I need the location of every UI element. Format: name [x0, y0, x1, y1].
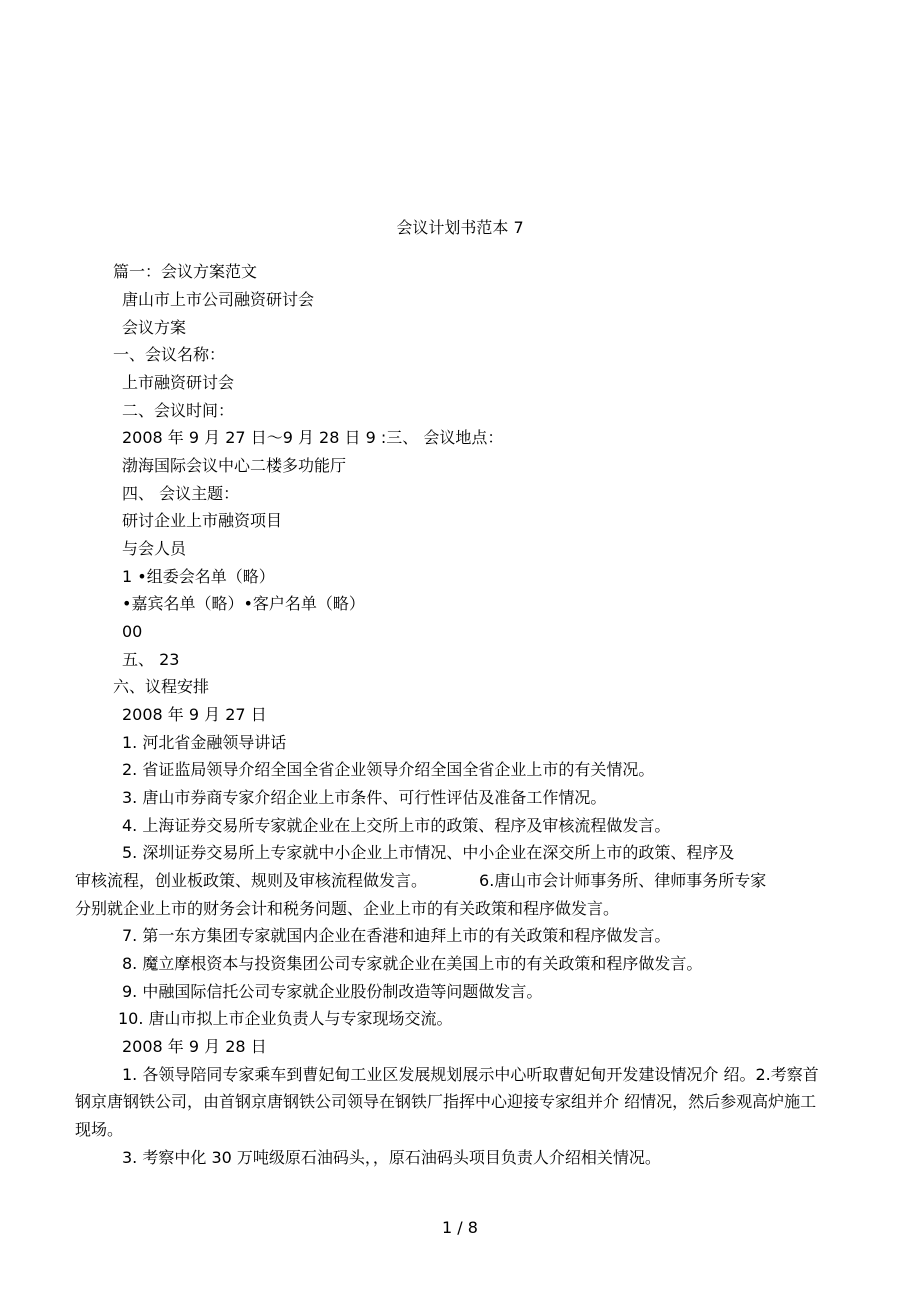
page-number: 1 / 8 [442, 1218, 478, 1237]
text-line: 1 •组委会名单（略） [122, 567, 275, 586]
list-item: 4. 上海证券交易所专家就企业在上交所上市的政策、程序及审核流程做发言。 [122, 816, 671, 835]
list-item-continuation: 现场。 [75, 1120, 124, 1139]
text-line: 上市融资研讨会 [122, 373, 235, 392]
text-line: 二、会议时间： [122, 401, 235, 420]
list-item: 3. 考察中化 30 万吨级原石油码头，，原石油码头项目负责人介绍相关情况。 [122, 1148, 661, 1167]
text-line: 2008 年 9 月 27 日 [122, 705, 267, 724]
text-line: 与会人员 [122, 539, 187, 558]
text-line: 一、会议名称： [113, 345, 226, 364]
list-item: 2. 省证监局领导介绍全国全省企业领导介绍全国全省企业上市的有关情况。 [122, 760, 655, 779]
list-item: 3. 唐山市券商专家介绍企业上市条件、可行性评估及准备工作情况。 [122, 788, 607, 807]
text-line: 渤海国际会议中心二楼多功能厅 [122, 456, 347, 475]
list-item-continuation: 分别就企业上市的财务会计和税务问题、企业上市的有关政策和程序做发言。 [75, 899, 620, 918]
text-line: 2008 年 9 月 27 日〜9 月 28 日 9 :三、 会议地点： [122, 428, 504, 447]
document-title: 会议计划书范本 7 [396, 218, 524, 237]
list-item: 1. 河北省金融领导讲话 [122, 733, 287, 752]
text-line: 篇一：会议方案范文 [113, 262, 258, 281]
text-line: 六、议程安排 [113, 677, 210, 696]
text-line: 四、 会议主题： [122, 484, 240, 503]
list-item: 5. 深圳证券交易所上专家就中小企业上市情况、中小企业在深交所上市的政策、程序及 [122, 843, 735, 862]
list-item: 7. 第一东方集团专家就国内企业在香港和迪拜上市的有关政策和程序做发言。 [122, 926, 671, 945]
text-line: 五、 23 [122, 650, 180, 669]
text-line: 会议方案 [122, 318, 187, 337]
text-line: •嘉宾名单（略）•客户名单（略） [122, 594, 365, 613]
list-item-continuation [75, 869, 766, 893]
text-line: 唐山市上市公司融资研讨会 [122, 290, 315, 309]
list-item: 9. 中融国际信托公司专家就企业股份制改造等问题做发言。 [122, 982, 543, 1001]
text-span: 6.唐山市会计师事务所、律师事务所专家 [479, 871, 767, 890]
list-item: 10. 唐山市拟上市企业负责人与专家现场交流。 [118, 1009, 453, 1028]
text-line: 2008 年 9 月 28 日 [122, 1037, 267, 1056]
list-item-continuation: 钢京唐钢铁公司，由首钢京唐钢铁公司领导在钢铁厂指挥中心迎接专家组并介 绍情况，然后参观高炉施工 [75, 1092, 817, 1111]
text-span: 审核流程，创业板政策、规则及审核流程做发言。 [75, 871, 428, 890]
list-item: 8. 魔立摩根资本与投资集团公司专家就企业在美国上市的有关政策和程序做发言。 [122, 954, 703, 973]
list-item: 1. 各领导陪同专家乘车到曹妃甸工业区发展规划展示中心听取曹妃甸开发建设情况介 绍。2.考察首 [122, 1065, 819, 1084]
text-line: 00 [122, 622, 143, 641]
text-line: 研讨企业上市融资项目 [122, 511, 283, 530]
